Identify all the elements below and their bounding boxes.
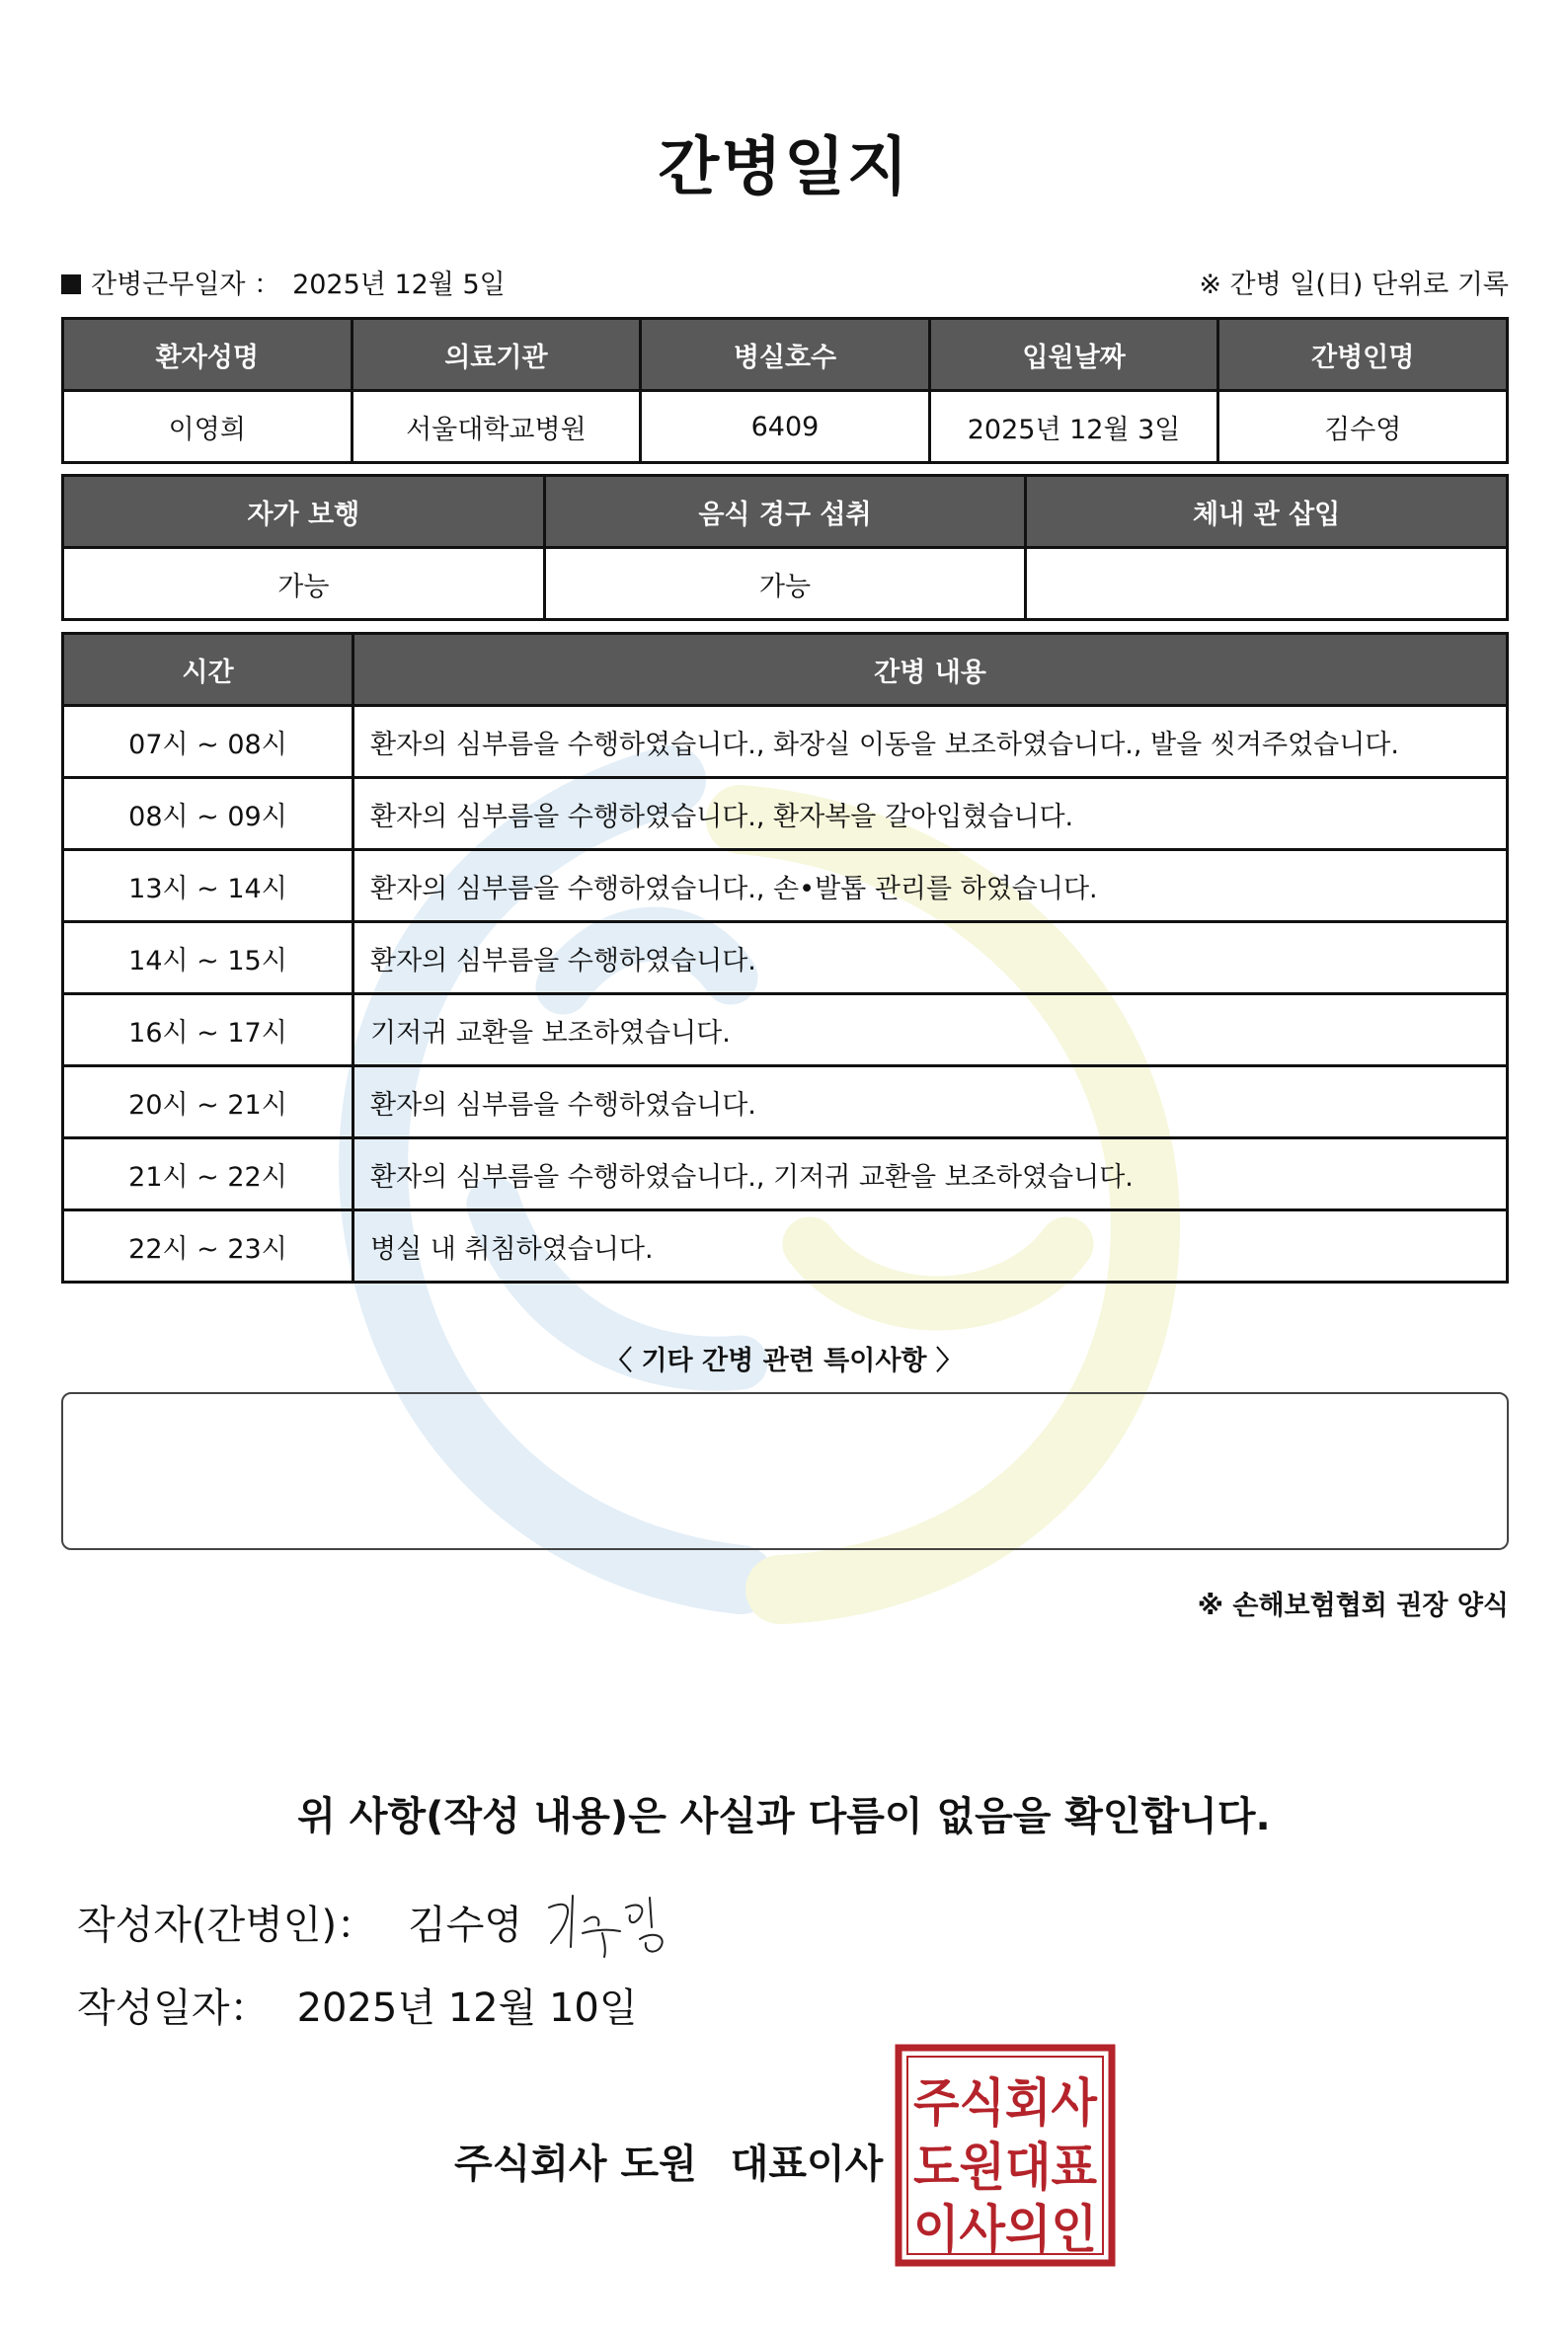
- care-log-table: [61, 632, 1509, 1284]
- table-row: [63, 1066, 1508, 1138]
- header-oral-intake: 음식 경구 섭취: [544, 476, 1026, 548]
- table-row: [63, 850, 1508, 922]
- document-title: 간병일지: [658, 131, 910, 204]
- company-ceo-title: 대표이사: [730, 2142, 884, 2187]
- admission-date: 2025년 12월 3일: [929, 391, 1218, 463]
- log-time: 07시 ~ 08시: [63, 706, 353, 778]
- patient-info-table: [61, 317, 1509, 464]
- written-date-label: 작성일자：: [77, 1986, 270, 2031]
- log-time: 08시 ~ 09시: [63, 778, 353, 850]
- writer-label: 작성자(간병인)：: [77, 1903, 377, 1948]
- oral-intake-value: 가능: [544, 548, 1026, 620]
- header-self-walking: 자가 보행: [63, 476, 545, 548]
- log-content: 환자의 심부름을 수행하였습니다.: [353, 1066, 1508, 1138]
- form-note: ※ 손해보험협회 권장 양식: [1197, 1591, 1509, 1621]
- seal-line-1: 주식회사: [913, 2074, 1098, 2134]
- self-walking-value: 가능: [63, 548, 545, 620]
- status-value-row: [63, 548, 1508, 620]
- log-content: 환자의 심부름을 수행하였습니다.: [353, 922, 1508, 994]
- tube-insertion-value: [1026, 548, 1508, 620]
- header-hospital: 의료기관: [352, 319, 641, 391]
- written-date-line: [77, 1977, 638, 2033]
- header-tube-insertion: 체내 관 삽입: [1026, 476, 1508, 548]
- log-time: 13시 ~ 14시: [63, 850, 353, 922]
- log-content: 환자의 심부름을 수행하였습니다., 환자복을 갈아입혔습니다.: [353, 778, 1508, 850]
- status-header-row: [63, 476, 1508, 548]
- log-time: 20시 ~ 21시: [63, 1066, 353, 1138]
- table-row: [63, 706, 1508, 778]
- header-time: 시간: [63, 634, 353, 706]
- table-row: [63, 1138, 1508, 1210]
- table-row: [63, 1210, 1508, 1283]
- confirmation-statement: 위 사항(작성 내용)은 사실과 다름이 없음을 확인합니다.: [297, 1794, 1271, 1839]
- work-date-label: 간병근무일자 ：: [91, 270, 281, 300]
- signature-icon: [541, 1878, 709, 1967]
- seal-line-2: 도원대표: [913, 2139, 1097, 2198]
- writer-name: 김수영: [408, 1903, 522, 1948]
- company-name: 주식회사 도원: [454, 2142, 697, 2187]
- patient-header-row: [63, 319, 1508, 391]
- hospital-name: 서울대학교병원: [352, 391, 641, 463]
- log-content: 환자의 심부름을 수행하였습니다., 기저귀 교환을 보조하였습니다.: [353, 1138, 1508, 1210]
- log-time: 21시 ~ 22시: [63, 1138, 353, 1210]
- patient-value-row: [63, 391, 1508, 463]
- remarks-label: 〈 기타 간병 관련 특이사항 〉: [605, 1346, 963, 1376]
- company-seal-icon: [895, 2044, 1116, 2267]
- patient-status-table: [61, 474, 1509, 621]
- remarks-box: [61, 1392, 1509, 1550]
- writer-line: [77, 1894, 522, 1950]
- log-header-row: [63, 634, 1508, 706]
- log-content: 병실 내 취침하였습니다.: [353, 1210, 1508, 1283]
- table-row: [63, 778, 1508, 850]
- header-room-number: 병실호수: [641, 319, 930, 391]
- written-date-value: 2025년 12월 10일: [296, 1986, 638, 2031]
- log-time: 22시 ~ 23시: [63, 1210, 353, 1283]
- log-time: 14시 ~ 15시: [63, 922, 353, 994]
- header-patient-name: 환자성명: [63, 319, 353, 391]
- log-content: 기저귀 교환을 보조하였습니다.: [353, 994, 1508, 1066]
- header-caregiver-name: 간병인명: [1218, 319, 1508, 391]
- log-content: 환자의 심부름을 수행하였습니다., 화장실 이동을 보조하였습니다., 발을 씻겨주었습니다.: [353, 706, 1508, 778]
- unit-note: ※ 간병 일(日) 단위로 기록: [1199, 270, 1509, 300]
- header-care-content: 간병 내용: [353, 634, 1508, 706]
- header-admission-date: 입원날짜: [929, 319, 1218, 391]
- company-line: [454, 2133, 883, 2189]
- room-number: 6409: [641, 391, 930, 463]
- table-row: [63, 994, 1508, 1066]
- patient-name: 이영희: [63, 391, 353, 463]
- work-date: [61, 263, 506, 301]
- caregiver-name: 김수영: [1218, 391, 1508, 463]
- seal-line-3: 이사의인: [913, 2201, 1097, 2260]
- log-content: 환자의 심부름을 수행하였습니다., 손•발톱 관리를 하였습니다.: [353, 850, 1508, 922]
- table-row: [63, 922, 1508, 994]
- square-bullet-icon: [61, 274, 81, 294]
- work-date-value: 2025년 12월 5일: [292, 270, 506, 300]
- log-time: 16시 ~ 17시: [63, 994, 353, 1066]
